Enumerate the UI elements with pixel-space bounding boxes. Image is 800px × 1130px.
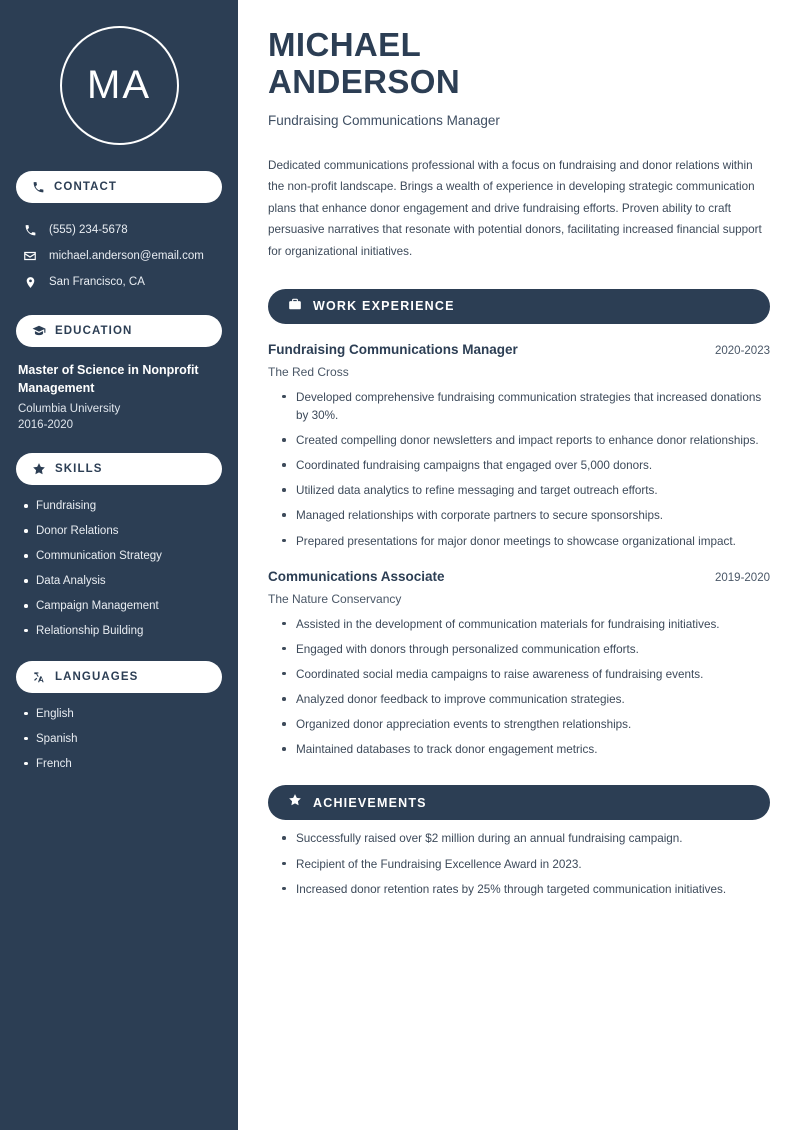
education-heading-label: EDUCATION — [55, 325, 133, 337]
list-item: Engaged with donors through personalized communication efforts. — [280, 641, 770, 659]
list-item: Developed comprehensive fundraising communication strategies that increased donations by 30%. — [280, 389, 770, 425]
languages-heading — [16, 661, 222, 693]
skills-heading-label: SKILLS — [55, 463, 103, 476]
job-dates: 2020-2023 — [715, 344, 770, 357]
work-experience-heading-label: WORK EXPERIENCE — [313, 299, 455, 314]
contact-list — [16, 217, 222, 295]
education-school: Columbia University — [18, 403, 121, 416]
list-item: Maintained databases to track donor engagement metrics. — [280, 741, 770, 759]
last-name: ANDERSON — [268, 63, 461, 101]
contact-email-row — [16, 243, 222, 269]
list-item: Prepared presentations for major donor meetings to showcase organizational impact. — [280, 533, 770, 551]
achievements-list — [268, 830, 770, 898]
list-item: Coordinated social media campaigns to raise awareness of fundraising events. — [280, 666, 770, 684]
list-item: English — [22, 707, 222, 722]
languages-heading-label: LANGUAGES — [55, 670, 139, 683]
job-bullet-list — [268, 616, 770, 760]
avatar-initials: MA — [60, 26, 179, 145]
phone-icon — [32, 181, 45, 194]
first-name: MICHAEL — [268, 26, 422, 63]
list-item: Relationship Building — [22, 624, 222, 639]
job-header — [268, 342, 770, 357]
list-item: Managed relationships with corporate partners to secure sponsorships. — [280, 507, 770, 525]
list-item: Created compelling donor newsletters and impact reports to enhance donor relationships. — [280, 432, 770, 450]
list-item: Coordinated fundraising campaigns that engaged over 5,000 donors. — [280, 457, 770, 475]
list-item: French — [22, 757, 222, 772]
star-icon — [32, 462, 46, 476]
list-item: Donor Relations — [22, 524, 222, 539]
list-item: Utilized data analytics to refine messaging and target outreach efforts. — [280, 482, 770, 500]
list-item: Fundraising — [22, 499, 222, 514]
sidebar — [0, 0, 238, 1130]
job-role: Fundraising Communications Manager — [268, 341, 518, 357]
education-heading — [16, 315, 222, 347]
translate-icon — [32, 670, 46, 684]
skills-list — [16, 499, 222, 639]
list-item: Data Analysis — [22, 574, 222, 589]
list-item: Recipient of the Fundraising Excellence Award in 2023. — [280, 856, 770, 874]
education-entry — [16, 361, 222, 431]
briefcase-icon — [288, 297, 302, 316]
education-degree: Master of Science in Nonprofit Management — [18, 363, 199, 396]
location-pin-icon — [22, 276, 38, 289]
contact-email-value: michael.anderson@email.com — [49, 250, 204, 262]
contact-phone-row — [16, 217, 222, 243]
job-bullet-list — [268, 389, 770, 551]
graduation-cap-icon — [32, 324, 46, 338]
star-icon — [288, 793, 302, 812]
work-experience-heading — [268, 289, 770, 324]
contact-heading-label: CONTACT — [54, 181, 118, 193]
job-header — [268, 569, 770, 584]
contact-location-row — [16, 269, 222, 295]
contact-location-value: San Francisco, CA — [49, 276, 145, 288]
list-item: Campaign Management — [22, 599, 222, 614]
list-item: Assisted in the development of communication materials for fundraising initiatives. — [280, 616, 770, 634]
work-experience-item — [268, 342, 770, 551]
job-dates: 2019-2020 — [715, 571, 770, 584]
job-organization: The Nature Conservancy — [268, 591, 402, 606]
job-role: Communications Associate — [268, 568, 445, 584]
list-item: Organized donor appreciation events to strengthen relationships. — [280, 716, 770, 734]
languages-list — [16, 707, 222, 772]
avatar-container — [16, 0, 222, 169]
achievements-heading — [268, 785, 770, 820]
page-title — [268, 26, 770, 101]
list-item: Analyzed donor feedback to improve communication strategies. — [280, 691, 770, 709]
work-experience-item — [268, 569, 770, 760]
job-organization: The Red Cross — [268, 364, 349, 379]
professional-summary: Dedicated communications professional with a focus on fundraising and donor relations within the non-profit landscape. Brings a wealth of experience in developing strategic communication plans that enhance donor engagement and drive fundraising efforts. Proven ability to craft persuasive narratives that resonate with potential donors, facilitating increased financial support for organizational initiatives. — [268, 158, 762, 259]
envelope-icon — [22, 249, 38, 263]
main-content — [238, 0, 800, 1130]
achievements-heading-label: ACHIEVEMENTS — [313, 795, 427, 810]
list-item: Communication Strategy — [22, 549, 222, 564]
list-item: Successfully raised over $2 million during an annual fundraising campaign. — [280, 830, 770, 848]
headline-job-title: Fundraising Communications Manager — [268, 112, 500, 128]
list-item: Increased donor retention rates by 25% through targeted communication initiatives. — [280, 881, 770, 899]
contact-phone-value: (555) 234-5678 — [49, 224, 128, 236]
contact-heading — [16, 171, 222, 203]
skills-heading — [16, 453, 222, 485]
phone-icon — [22, 224, 38, 237]
education-years: 2016-2020 — [18, 419, 73, 432]
list-item: Spanish — [22, 732, 222, 747]
